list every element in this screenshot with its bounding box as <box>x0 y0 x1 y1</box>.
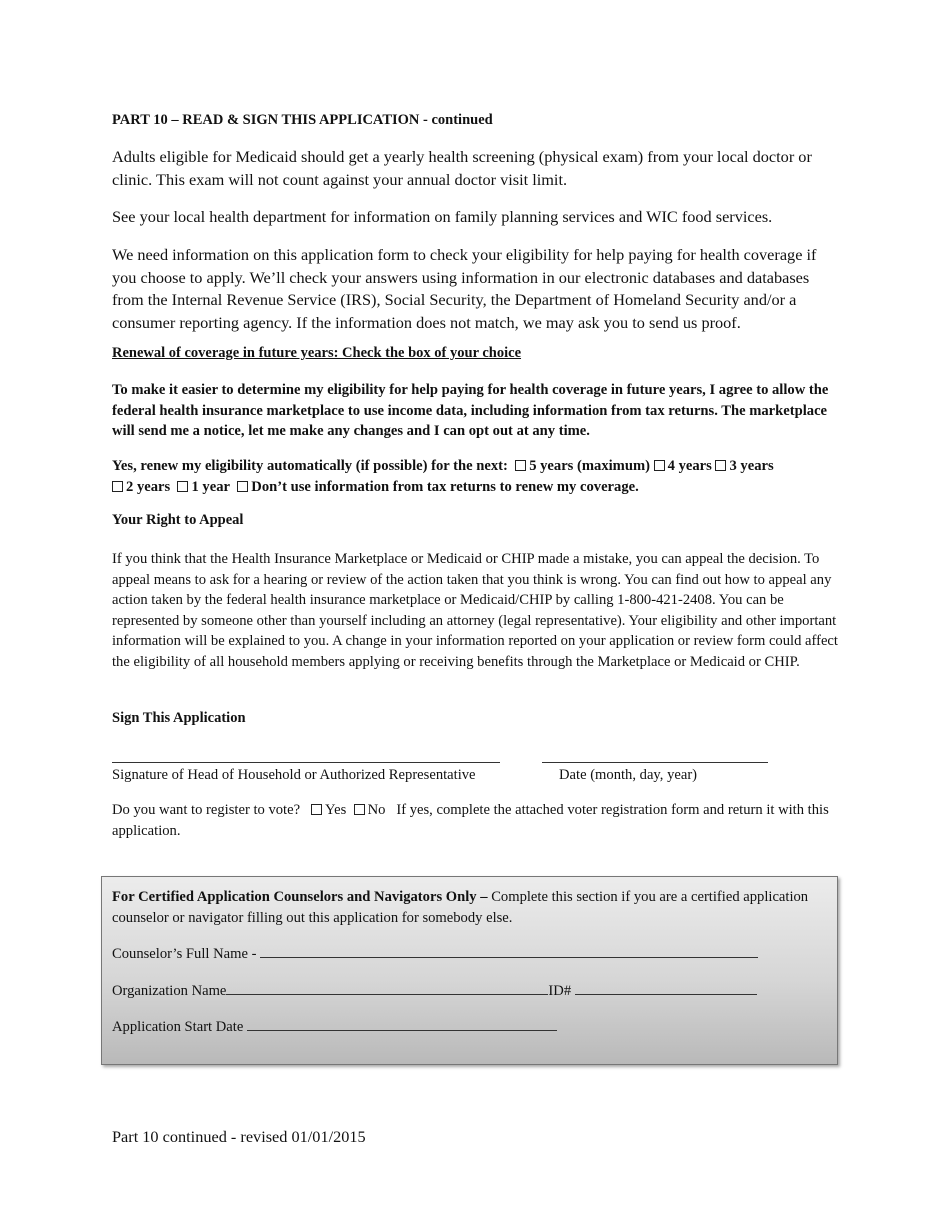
checkbox-icon[interactable] <box>715 460 726 471</box>
renewal-title: Renewal of coverage in future years: Check the box of your choice <box>112 345 522 361</box>
vote-yes-option[interactable]: Yes <box>311 802 346 818</box>
page-heading: PART 10 – READ & SIGN THIS APPLICATION - continued <box>112 112 493 128</box>
organization-label: Organization Name <box>112 983 227 999</box>
signature-label: Signature of Head of Household or Authorized Representative <box>112 767 476 783</box>
counselor-section <box>101 876 838 1065</box>
organization-field[interactable] <box>226 981 548 995</box>
renewal-prompt: Yes, renew my eligibility automatically (if possible) for the next: <box>112 458 508 474</box>
signature-line[interactable] <box>112 762 500 763</box>
vote-question: Do you want to register to vote? <box>112 802 301 818</box>
renewal-options <box>112 456 842 497</box>
vote-no-option[interactable]: No <box>354 802 386 818</box>
renew-none-option[interactable]: Don’t use information from tax returns to renew my coverage. <box>237 479 638 495</box>
information-paragraph: We need information on this application form to check your eligibility for help paying for health coverage if you choose to apply. We’ll check your answers using information in our electronic databases and databases from the Internal Revenue Service (IRS), Social Security, the Department of Homeland Security and/or a consumer reporting agency. If the information does not match, we may ask you to send us proof. <box>112 245 817 332</box>
start-date-label: Application Start Date <box>112 1019 244 1035</box>
page-footer: Part 10 continued - revised 01/01/2015 <box>112 1127 366 1146</box>
renew-5-years-option[interactable]: 5 years (maximum) <box>515 458 650 474</box>
checkbox-icon[interactable] <box>177 481 188 492</box>
screening-paragraph: Adults eligible for Medicaid should get a yearly health screening (physical exam) from your local doctor or clinic. This exam will not count against your annual doctor visit limit. <box>112 147 812 189</box>
family-planning-paragraph: See your local health department for information on family planning services and WIC food services. <box>112 207 773 226</box>
counselor-title-bold: For Certified Application Counselors and Navigators Only – <box>112 889 488 905</box>
counselor-title-rest: Complete this section if you are a certified application counselor or navigator filling out this application for somebody else. <box>112 889 809 926</box>
appeal-title: Your Right to Appeal <box>112 512 244 528</box>
counselor-title <box>112 887 812 928</box>
appeal-text: If you think that the Health Insurance Marketplace or Medicaid or CHIP made a mistake, you can appeal the decision. To appeal means to ask for a hearing or review of the action taken that you think is wrong. You can find out how to appeal any action taken by the federal health insurance marketplace or Medicaid/CHIP by calling 1-800-421-2408. You can be represented by someone other than yourself including an attorney (legal representative). Your eligibility and other important information will be explained to you. A change in your information reported on your application or review form could affect the eligibility of all household members applying or receiving benefits through the Marketplace or Medicaid or CHIP. <box>112 551 838 670</box>
checkbox-icon[interactable] <box>654 460 665 471</box>
counselor-name-field[interactable] <box>260 944 758 958</box>
date-label: Date (month, day, year) <box>559 767 698 783</box>
vote-question-block <box>112 800 842 841</box>
checkbox-icon[interactable] <box>515 460 526 471</box>
id-label: ID# <box>548 983 572 999</box>
renewal-agree-text: To make it easier to determine my eligibility for help paying for health coverage in future years, I agree to allow the federal health insurance marketplace to use income data, including information from tax returns. The marketplace will send me a notice, let me make any changes and I can opt out at any time. <box>112 382 829 439</box>
start-date-row <box>112 1017 557 1038</box>
counselor-name-row <box>112 944 758 965</box>
vote-followup: If yes, complete the attached voter registration form and return it with this application. <box>112 802 829 839</box>
id-field[interactable] <box>575 981 757 995</box>
counselor-name-label: Counselor’s Full Name - <box>112 946 257 962</box>
renew-4-years-option[interactable]: 4 years <box>654 458 712 474</box>
checkbox-icon[interactable] <box>112 481 123 492</box>
renew-2-years-option[interactable]: 2 years <box>112 479 170 495</box>
renew-3-years-option[interactable]: 3 years <box>715 458 773 474</box>
checkbox-icon[interactable] <box>354 804 365 815</box>
date-line[interactable] <box>542 762 768 763</box>
checkbox-icon[interactable] <box>237 481 248 492</box>
organization-row <box>112 981 757 1002</box>
checkbox-icon[interactable] <box>311 804 322 815</box>
renew-1-year-option[interactable]: 1 year <box>177 479 230 495</box>
start-date-field[interactable] <box>247 1017 557 1031</box>
sign-title: Sign This Application <box>112 710 246 726</box>
